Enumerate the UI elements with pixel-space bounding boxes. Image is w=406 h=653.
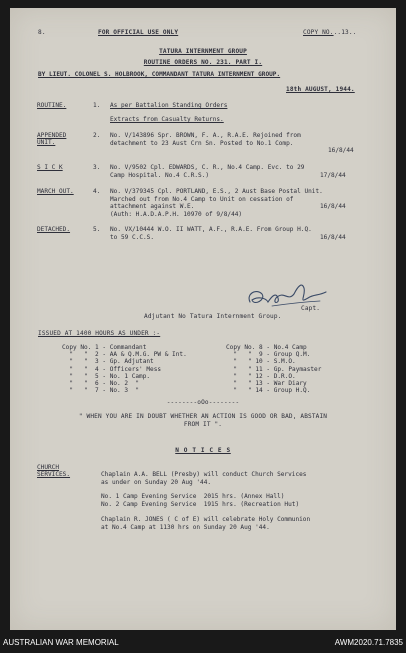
notice-line: Chaplain R. JONES ( C of E) will celebrate Holy Communion <box>101 516 311 523</box>
entry-date: 16/8/44 <box>328 147 354 154</box>
quote-line: " WHEN YOU ARE IN DOUBT WHETHER AN ACTION IS GOOD OR BAD, ABSTAIN <box>78 413 328 420</box>
entry-date: 16/8/44 <box>320 203 346 210</box>
distribution-item: " " 14 - Group H.Q. <box>226 387 311 395</box>
signature-rank: Capt. <box>301 305 321 312</box>
order-date: 18th AUGUST, 1944. <box>286 86 355 93</box>
entry-date: 16/8/44 <box>320 233 346 241</box>
notice-line: No. 2 Camp Evening Service 1915 hrs. (Recreation Hut) <box>101 500 300 508</box>
distribution-item: " " 13 - War Diary <box>226 380 307 387</box>
footer-bar <box>0 634 406 653</box>
entry-line: No. V/143896 Spr. BROWN, F. A., R.A.E. Rejoined from <box>110 132 301 139</box>
copy-number-label: COPY NO. <box>303 29 334 36</box>
distribution-item: " " 6 - No. 2 " <box>62 380 140 387</box>
distribution-item: " " 11 - Gp. Paymaster <box>226 365 322 373</box>
entry-line: No. V/9502 Cpl. EDWARDS, C. R., No.4 Camp. Evc. to 29 <box>110 164 305 171</box>
order-title: ROUTINE ORDERS NO. 231. PART I. <box>143 59 263 66</box>
distribution-item: " " 2 - AA & Q.M.G. PW & Int. <box>62 351 187 359</box>
entry-label: DETACHED. <box>37 226 71 233</box>
entry-number: 1. <box>93 102 101 109</box>
notice-line: Chaplain A.A. BELL (Presby) will conduct Church Services <box>101 471 307 478</box>
notice-label: CHURCH SERVICES. <box>37 464 71 479</box>
entry-line: Camp Hospital. No.4 C.R.S.) <box>110 171 210 179</box>
signature-title: Adjutant No Tatura Internment Group. <box>144 313 282 320</box>
entry-line: attachment against W.E. <box>110 203 195 210</box>
distribution-item: " " 4 - Officers' Mess <box>62 365 162 373</box>
entry-line: As per Battalion Standing Orders <box>110 102 228 109</box>
quote-line: FROM IT ". <box>183 420 223 428</box>
entry-label: S I C K <box>37 164 63 171</box>
entry-line: No. V/379345 Cpl. PORTLAND, E.S., 2 Aust Base Postal Unit. <box>110 188 323 195</box>
distribution-item: " " 5 - No. 1 Camp. <box>62 372 151 380</box>
entry-number: 4. <box>93 188 101 195</box>
entry-line: (Auth: H.A.D.A.P.H. 10970 of 9/8/44) <box>110 210 243 218</box>
distribution-item: " " 10 - S.M.O. <box>226 358 296 366</box>
entry-number: 2. <box>93 132 101 139</box>
distribution-item: " " 12 - D.R.O. <box>226 372 296 380</box>
copy-number-value: ..13.. <box>333 29 357 36</box>
entry-label: APPENDED UNIT. <box>37 132 67 147</box>
notices-heading: N O T I C E S <box>175 447 231 454</box>
entry-number: 5. <box>93 226 101 233</box>
distribution-item: Copy No. 1 - Commandant <box>62 344 147 351</box>
notice-line: as under on Sunday 20 Aug '44. <box>101 478 212 486</box>
distribution-item: Copy No. 8 - No.4 Camp <box>226 344 307 351</box>
entry-number: 3. <box>93 164 101 171</box>
notice-line: No. 1 Camp Evening Service 2015 hrs. (Annex Hall) <box>101 493 285 500</box>
page-mark: 8. <box>38 29 46 36</box>
footer-credit: AUSTRALIAN WAR MEMORIAL <box>3 638 119 647</box>
entry-date: 17/8/44 <box>320 171 346 179</box>
by-line: BY LIEUT. COLONEL S. HOLBROOK, COMMANDANT TATURA INTERNMENT GROUP. <box>38 71 281 78</box>
entry-line: to 59 C.C.S. <box>110 233 155 241</box>
entry-line: detachment to 23 Aust Crn Sn. Posted to No.1 Comp. <box>110 139 294 147</box>
copy-number <box>303 29 356 36</box>
org-title: TATURA INTERNMENT GROUP <box>159 48 247 55</box>
entry-line: Marched out from No.4 Camp to Unit on cessation of <box>110 195 294 203</box>
entry-label: ROUTINE. <box>37 102 67 109</box>
entry-line: Extracts from Casualty Returns. <box>110 116 224 123</box>
issued-line: ISSUED AT 1400 HOURS AS UNDER :- <box>38 330 161 337</box>
footer-accession: AWM2020.71.7835 <box>334 638 403 647</box>
distribution-item: " " 7 - No. 3 " <box>62 387 140 395</box>
document-page <box>10 8 396 630</box>
entry-line: No. VX/10444 W.O. II WATT, A.F., R.A.E. From Group H.Q. <box>110 226 312 233</box>
distribution-item: " " 3 - Gp. Adjutant <box>62 358 154 366</box>
classification: FOR OFFICIAL USE ONLY <box>98 29 179 36</box>
notice-line: at No.4 Camp at 1130 hrs on Sunday 20 Aug '44. <box>101 523 270 531</box>
entry-label: MARCH OUT. <box>37 188 74 195</box>
distribution-item: " " 9 - Group Q.M. <box>226 351 311 359</box>
divider: --------oOo-------- <box>166 399 240 406</box>
